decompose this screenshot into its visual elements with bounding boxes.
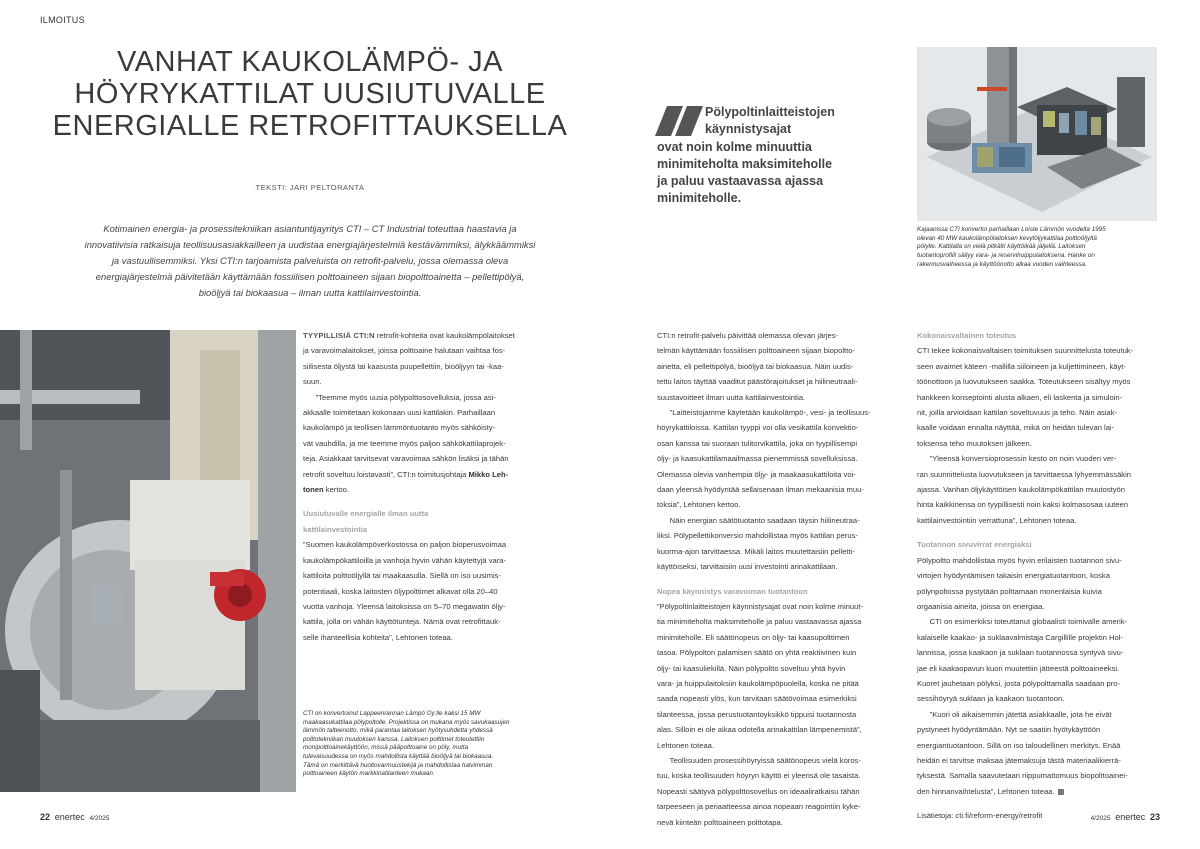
issue-number: 4/2025	[1090, 815, 1111, 822]
lead-paragraph	[40, 221, 580, 301]
issue-number: 4/2025	[89, 815, 110, 822]
body-line: ”Suomen kaukolämpöverkostossa on paljon bioperusvoimaa	[303, 540, 507, 550]
lead-line: bioöljyä tai biokaasua – ilman uutta kattilainvestointia.	[198, 287, 422, 298]
caption-line: pölylle. Kattilalla on vielä pitkältí käyttöikää jäljellä. Laitoksen	[917, 243, 1086, 251]
body-line: tilanteessa, jossa perustuotantoyksikkö tippuisi tuotannosta	[657, 709, 857, 719]
lead-line: innovatiivisia ratkaisuja teollisuusasiakkailleen ja uudistaa energiajärjestelmiä kestävämmiksi, älykkäämmiksi	[84, 239, 536, 250]
subheading: kattilainvestointia	[303, 524, 368, 534]
body-line: alas. Silloin ei ole aikaa odotella arinakattilan lämpenemistä”,	[657, 725, 862, 735]
lead-line: energiajärjestelmä päivitetään käyttämään fossiilisen polttoaineen sijaan biopolttoainetta – pellettipölyä,	[95, 271, 525, 282]
pull-quote-line: käynnistysajat	[705, 122, 792, 137]
body-line: den hinnanvaihtelusta”, Lehtonen toteaa.	[917, 786, 1055, 796]
pull-quote-line: Pölypoltinlaitteistojen	[705, 105, 835, 119]
body-line: kattilainvestointiin verrattuna”, Lehtonen toteaa.	[917, 515, 1077, 525]
caption-line: maakaasukattilaa pölypoltolle. Projektissa on mukana myös savukaasujen	[303, 718, 510, 726]
body-line: kaukolämpökattiloilla ja vanhoja hyvin vähän käytettyjä vara-	[303, 555, 507, 565]
body-line: kuorma-ajon tarvittaessa. Mikäli laitos muutettaisiin pelletti-	[657, 546, 855, 556]
body-line: akkaalle toimitetaan kokonaan uusi kattilakin. Parhaillaan	[303, 408, 496, 418]
body-line: kertoo.	[323, 485, 349, 495]
body-line: Pölypoltto mahdollistaa myös hyvin erilaisten tuotannon sivu-	[917, 555, 1122, 565]
body-line: osan kanssa tai suoraan tulitorvikattila, joka on tyypillisempi	[657, 438, 858, 448]
body-line: ainetta, eli pellettipölyä, bioöljyä tai biokaasua. Näin uudis-	[657, 361, 854, 371]
folio-right	[1091, 812, 1160, 822]
body-line: tia minimiteholta maksimiteholle ja paluu vastaavassa ajassa	[657, 617, 862, 627]
text-column-3	[917, 328, 1162, 824]
boiler-photo	[0, 330, 296, 792]
text-column-2	[657, 328, 897, 830]
caption-line: CTI on konvertoinut Lappeenrannan Lämpö Oy:lle kaksi 15 MW	[303, 710, 481, 717]
body-line: Lehtonen toteaa.	[657, 740, 715, 750]
boiler-photo-illustration	[0, 330, 296, 792]
body-line: Kuoret jauhetaan pölyksi, josta pölypolttamalla saadaan pro-	[917, 678, 1121, 688]
render-caption	[917, 226, 1162, 270]
headline-line: ENERGIALLE RETROFITTAUKSELLA	[52, 110, 568, 142]
body-line: töönottoon ja luovutukseen saakka. Toteutukseen sisältyy myös	[917, 377, 1131, 387]
body-line: ran suunnittelusta luovutukseen ja tarvittaessa lyhyemmässäkin	[917, 469, 1132, 479]
body-line: ”Laitteistojamme käytetään kaukolämpö-, vesi- ja teollisuus-	[657, 408, 871, 418]
body-line: öljy- ja kaasukattilamaailmassa pienemmissä sovelluksissa.	[657, 454, 858, 464]
end-of-article-icon	[1058, 789, 1064, 795]
subheading: Tuotannon sivuvirrat energiaksi	[917, 540, 1032, 550]
plant-render-illustration	[917, 47, 1157, 221]
caption-line: Tämä on merkittävä huoltovarmuustekijä ja mahdollistaa halvimman	[303, 761, 493, 769]
caption-line: tulevaisuudessa on myös mahdollista käyttää bioöljyä tai biokaasua.	[303, 752, 494, 760]
body-line: saada nopeasti ylös, kun tarvitaan säätövoimaa esimerkiksi	[657, 694, 857, 704]
body-line: energiantuotantoon. Sillä on iso taloudellinen merkitys. Enää	[917, 740, 1121, 750]
text-column-1	[303, 328, 573, 645]
pull-quote-line: ja paluu vastaavassa ajassa	[657, 174, 824, 189]
body-line: ja varavoimalaitokset, joissa polttoaine halutaan vaihtaa fos-	[303, 346, 506, 356]
body-line: öljy- tai kaasuliekillä. Näin pölypoltto soveltuu yhtä hyvin	[657, 663, 846, 673]
body-line: teja. Asiakkaat tarvitsevat varavoimaa sähkön lisäksi ja tähän	[303, 454, 509, 464]
body-line: höyrykattiloissa. Kattilan tyyppi voi olla vesikattila konvektio-	[657, 423, 859, 433]
body-line: suun.	[303, 377, 322, 387]
caption-line: polttoaineen käytön markkinatilanteen mukaan.	[303, 770, 435, 778]
pull-quote-line: ovat noin kolme minuuttia	[657, 139, 812, 154]
body-line: lannissa, jossa kaakaon ja suklaan tuotannossa syntyvä sivu-	[917, 648, 1124, 658]
headline-line: VANHAT KAUKOLÄMPÖ- JA	[117, 46, 503, 78]
body-line: telmän käyttämään fossiilisen polttoaineen sijaan biopoltto-	[657, 346, 855, 356]
body-line: siilisesta öljystä tai kaasusta puupellettiin, bioöljyyn tai -kaa-	[303, 361, 504, 371]
caption-line: olevan 40 MW kaukolämpölaitoksen kevytöljykattilaa polttoöljyltä	[917, 234, 1097, 242]
body-line: Olemassa olevia vanhempia öljy- ja maakaasukattiloita voi-	[657, 469, 856, 479]
body-line: heidän ei tarvitse maksaa jätemaksuja tästä materiaalikierrä-	[917, 755, 1121, 765]
person-name: Mikko Leh-	[468, 469, 509, 479]
photo-caption	[303, 710, 573, 779]
body-line: kalaiselle kaakao- ja suklaavalmistaja Cargillille projektin Hol-	[917, 632, 1123, 642]
body-line: Näin energian säätötuotanto saadaan täysin hiilineutraa-	[657, 515, 860, 525]
page-number: 22	[40, 812, 51, 822]
lead-line: ja vastuullisemmiksi. Yksi CTI:n tarjoamista palveluista on retrofit-palvelu, jossa olemassa oleva	[111, 255, 509, 266]
body-line: liksi. Pölypellettikonversio mahdollistaa myös kattilan perus-	[657, 531, 858, 541]
body-line: tuu, koska teollisuuden höyryn käyttö ei yleensä ole tasaista.	[657, 771, 861, 781]
subheading: Kokonaisvaltainen toteutus	[917, 331, 1017, 340]
lead-line: Kotimainen energia- ja prosessitekniikan asiantuntijayritys CTI – CT Industrial toteuttaa haastavia ja	[103, 223, 517, 234]
body-line: pystyneet hyödyntämään. Nyt se saatiin hyötykäyttöön	[917, 725, 1101, 735]
pull-quote	[657, 104, 907, 208]
paragraph-lead-in: TYYPILLISIÄ CTI:N	[303, 331, 375, 340]
body-line: selle ihanteellisia kohteita”, Lehtonen toteaa.	[303, 632, 453, 642]
body-line: kattiloita polttoöljyllä tai maakaasulla. Siellä on iso uusimis-	[303, 571, 501, 581]
magazine-name: enertec	[54, 812, 85, 822]
body-line: retrofit soveltuu loistavasti”, CTI:n toimitusjohtaja	[303, 469, 469, 479]
body-line: hinta kaikkinensa on tyypillisesti noin kaksi kolmasosaa uuteen	[917, 500, 1129, 510]
caption-line: Kajaanissa CTI konvertoi parhaillaan Loiste Lämmön vuodelta 1995	[917, 226, 1106, 233]
body-line: ”Pölypoltinlaitteistojen käynnistysajat ovat noin kolme minuut-	[657, 601, 863, 611]
page-number: 23	[1149, 812, 1160, 822]
body-line: ”Yleensä konversioprosessin kesto on noin vuoden ver-	[917, 454, 1117, 464]
caption-line: polttotekniikan muutoksen kanssa. Laitoksen polttimet toteutettiin	[303, 735, 485, 743]
body-line: vät vauhdilla, ja me teemme myös paljon sähkökattilaprojek-	[303, 438, 506, 448]
body-line: nit, joilla arvioidaan kattilan soveltuvuus ja teho. Näin asiak-	[917, 408, 1118, 418]
subheading: Nopea käynnistys varavoiman tuotantoon	[657, 586, 808, 596]
body-line: sessihöyryä suklaan ja kaakaon tuotantoon.	[917, 694, 1065, 704]
body-line: CTI:n retrofit-palvelu päivittää olemassa olevan järjes-	[657, 331, 839, 340]
more-info-link[interactable]: Lisätietoja: cti.fi/reform-energy/retrofit	[917, 811, 1043, 821]
person-name: tonen	[303, 485, 324, 495]
body-line: suustavoitteet ilman uutta kattilainvestointia.	[657, 392, 806, 402]
body-line: retrofit-kohteita ovat kaukolämpölaitokset	[374, 331, 515, 340]
body-line: kattila, jolla on vähän käyttötunteja. Nämä ovat retrofittauk-	[303, 617, 501, 627]
body-line: daan yleensä hyödyntää sellaisenaan ilman mekaanisia muu-	[657, 485, 864, 495]
body-line: seen avaimet käteen -mallilla siiloineen ja kuljettimineen, käyt-	[917, 361, 1126, 371]
body-line: nevä kiinteän polttoaineen polttotapa.	[657, 817, 783, 827]
body-line: käyttöiseksi, tarvittaisiin uusi investointi arinakattilaan.	[657, 562, 838, 572]
body-line: orgaanisia aineita, joissa on energiaa.	[917, 601, 1045, 611]
subheading: Uusiutuvalle energialle ilman uutta	[303, 509, 429, 519]
body-line: ”Kuori oli aikaisemmin jätettä asiakkaalle, jota he eivät	[917, 709, 1112, 719]
body-line: kaalle voidaan ennalta näyttää, mikä on heidän tulevan lai-	[917, 423, 1115, 433]
body-line: ajassa. Vanhan öljykäyttöisen kaukolämpökattilan muutostyön	[917, 485, 1125, 495]
body-line: minimiteholle. Eli säätönopeus on öljy- tai kaasupolttimen	[657, 632, 850, 642]
body-line: kaukolämpö ja teollisen lämmöntuotanto myös sähköisty-	[303, 423, 496, 433]
body-line: tettu laitos täyttää vaaditut päästörajoitukset ja hiilineutraali-	[657, 377, 858, 387]
headline	[40, 46, 580, 142]
caption-line: monipolttoainekäyttöön, missä pääpolttoaine on pöly, mutta	[303, 744, 469, 752]
caption-line: rakennusvaiheessa ja käyttöönotto alkaa vuoden vaihteessa.	[917, 260, 1087, 268]
byline: TEKSTI: JARI PELTORANTA	[255, 183, 365, 192]
body-line: virtojen hyödyntämisen takaisin energiatuotantoon, koska	[917, 571, 1110, 581]
body-line: tyksestä. Samalla saavutetaan riippumattomuus biopolttoainei-	[917, 771, 1128, 781]
pull-quote-line: minimiteholle.	[657, 191, 742, 206]
body-line: CTI on esimerkiksi toteuttanut globaalisti toimivalle amerik-	[917, 617, 1128, 627]
body-line: hankkeen konseptointi alusta alkaen, eli laskenta ja simuloin-	[917, 392, 1123, 402]
body-line: vuotta vanhoja. Yleensä laitoksissa on 5–70 megawatin öljy-	[303, 601, 506, 611]
body-line: tasoa. Pölypolton palamisen säätö on yhtä reaktiivinen kuin	[657, 648, 857, 658]
body-line: ”Teemme myös uusia pölypolttosovelluksia, jossa asi-	[303, 392, 496, 402]
pull-quote-line: minimiteholta maksimiteholle	[657, 156, 833, 171]
body-line: potentiaali, koska laitosten öljypolttimet alkavat olla 20–40	[303, 586, 498, 596]
plant-render-image	[917, 47, 1157, 221]
body-line: jae eli kaakaopavun kuori muutettiin jätteestä polttoaineeksi.	[917, 663, 1120, 673]
folio-left	[40, 812, 109, 822]
body-line: Nopeasti säätyvä pölypolttosovellus on ideaaliratkaisu tähän	[657, 786, 860, 796]
magazine-name: enertec	[1115, 812, 1146, 822]
body-line: Teollisuuden prosessihöyryissä säätönopeus vielä koros-	[657, 755, 861, 765]
section-label: ILMOITUS	[40, 15, 85, 25]
body-line: toksensa teho muutoksen jälkeen.	[917, 438, 1032, 448]
body-line: vara- ja huippulaitoksiin kaukolämpöpuolella, koska ne pitää	[657, 678, 859, 688]
body-line: pölynpoltossa pystytään polttamaan monenlaisia kuivia	[917, 586, 1102, 596]
body-line: CTI tekee kokonaisvaltaisen toimituksen suunnittelusta toteutuk-	[917, 346, 1134, 356]
body-line: tarpeeseen ja periaatteessa ainoa nopeaan reagointiin kyke-	[657, 802, 861, 812]
body-line: toksia”, Lehtonen kertoo.	[657, 500, 741, 510]
headline-line: HÖYRYKATTILAT UUSIUTUVALLE	[74, 78, 546, 110]
caption-line: tuotantoprofiili säilyy vara- ja reservihuippulaitoksena. Hanke on	[917, 252, 1095, 260]
caption-line: lämmön talteenotto, mikä parantaa laitoksen hyötysuhdetta yhdessä	[303, 727, 493, 735]
